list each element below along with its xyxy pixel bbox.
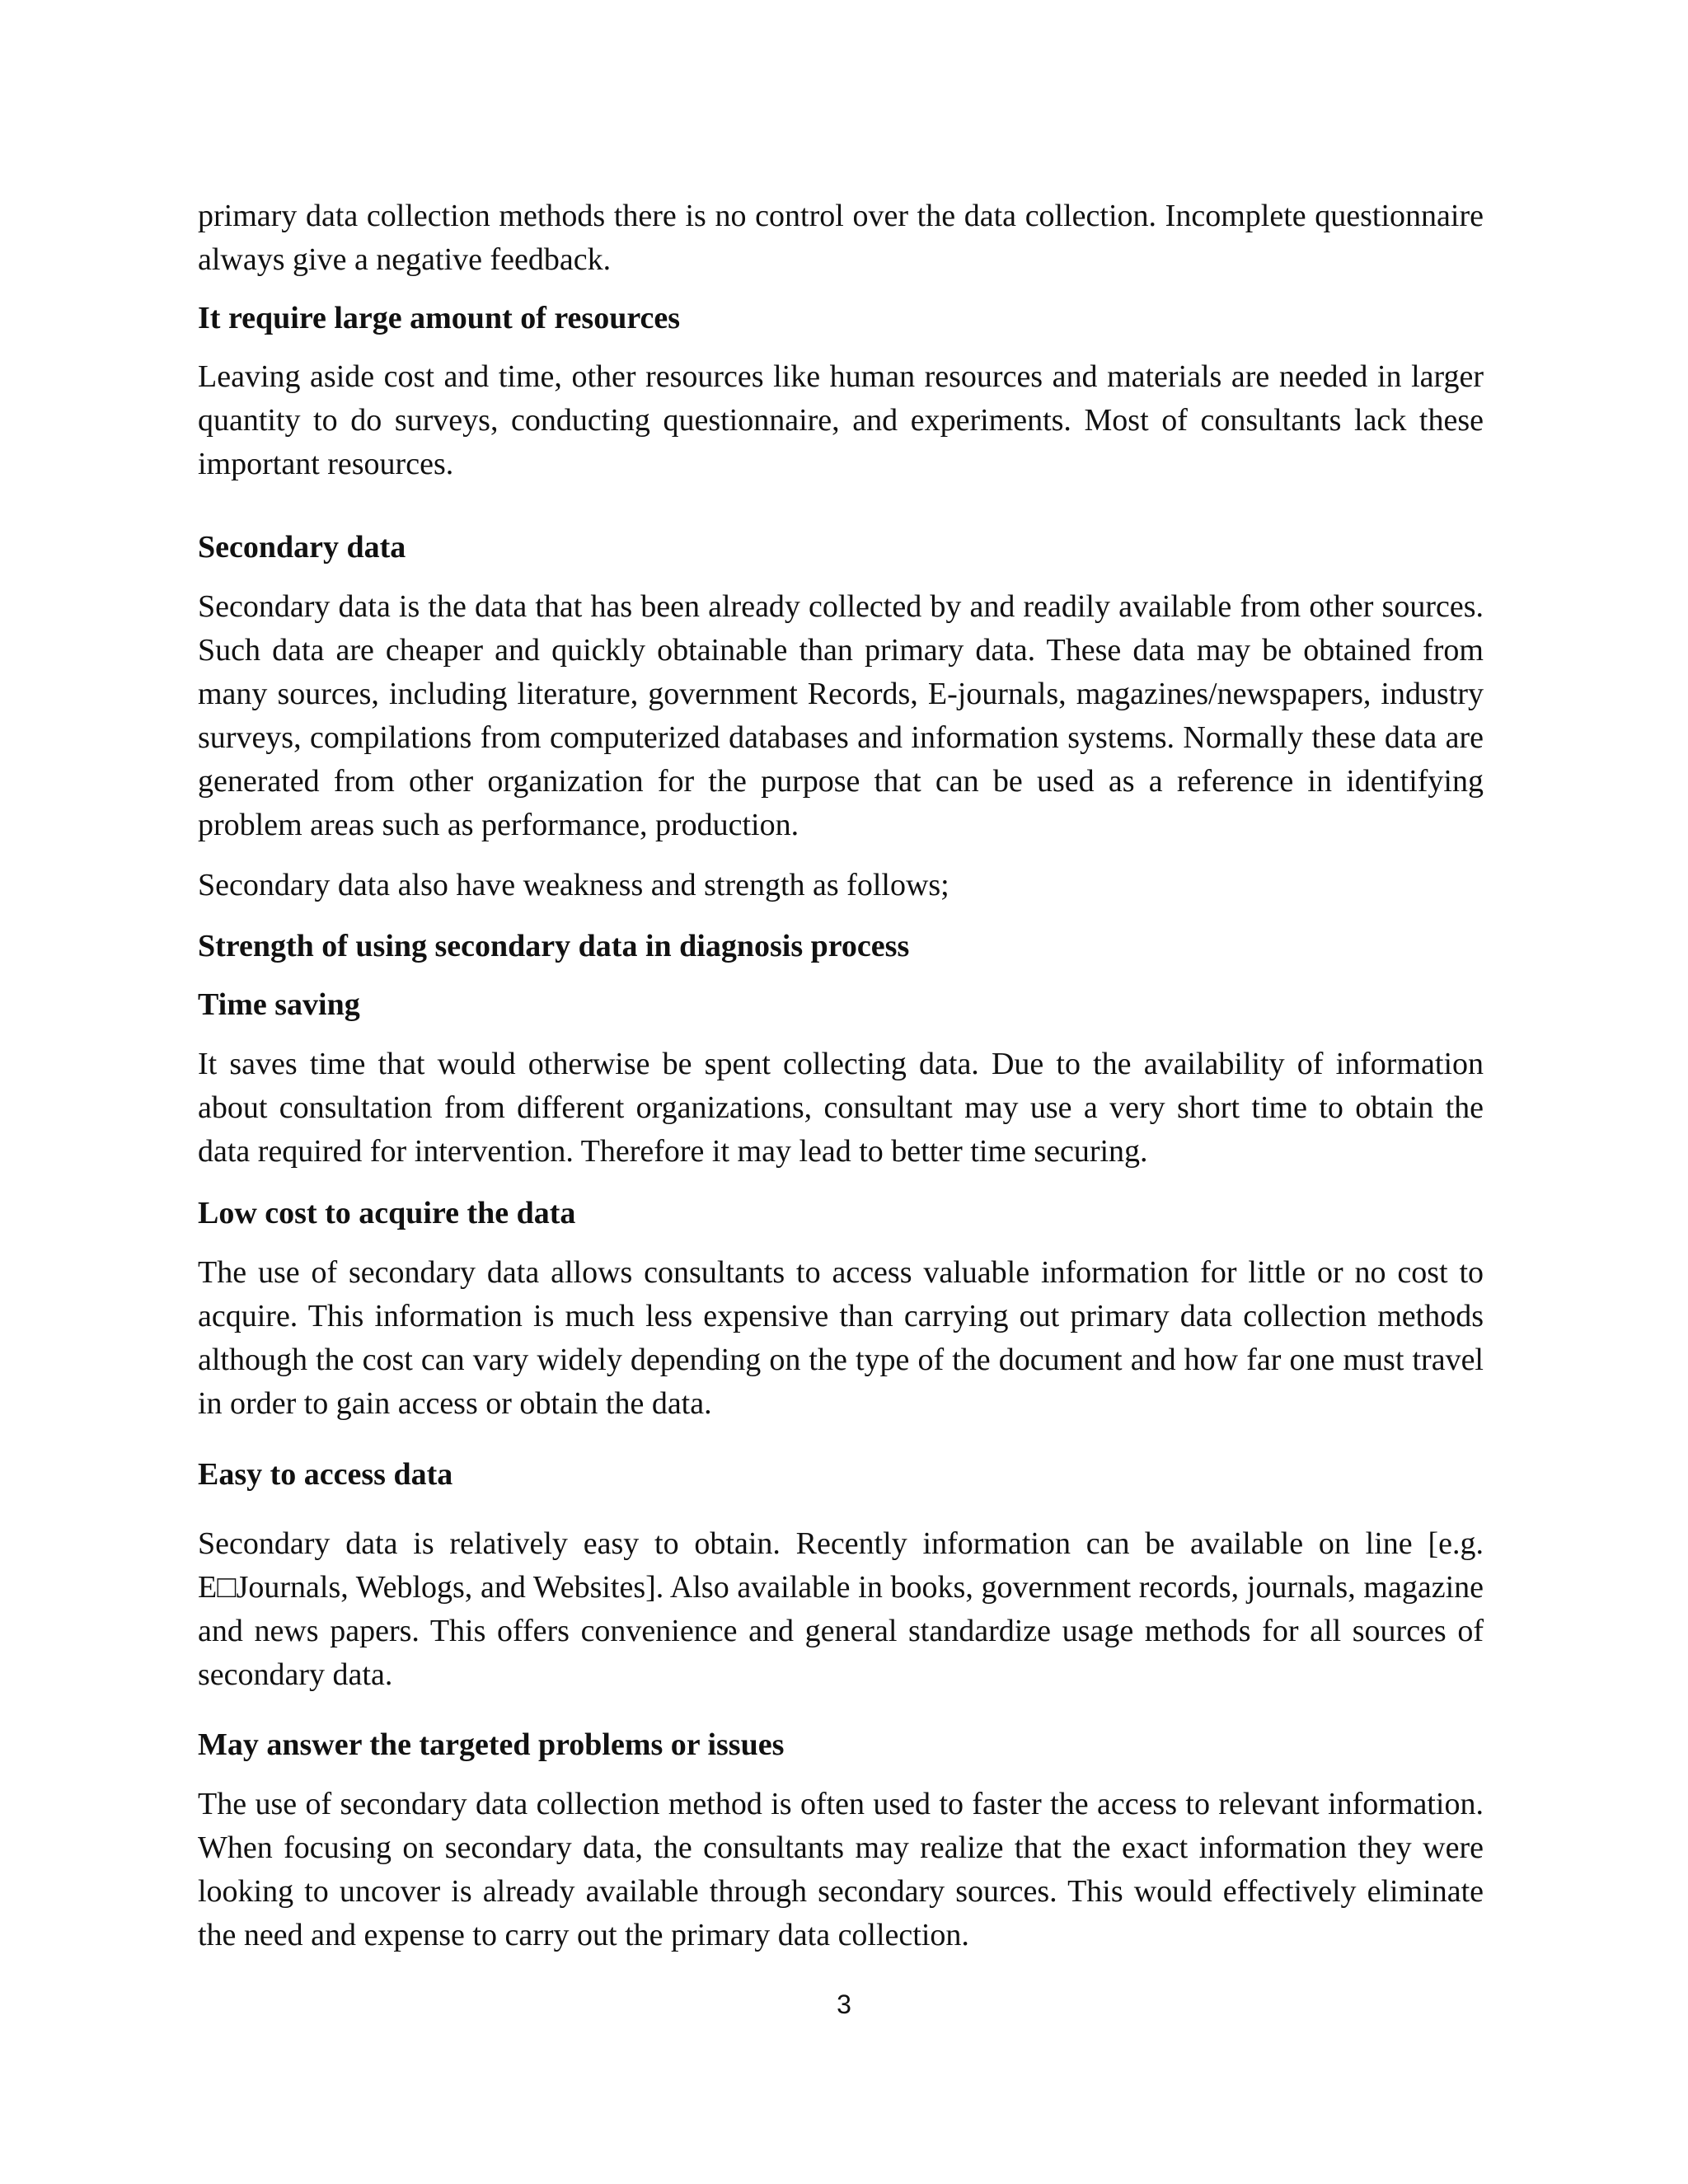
page-number: 3 [837, 1990, 851, 2019]
heading-targeted-problems: May answer the targeted problems or issues [198, 1727, 785, 1762]
heading-strength-secondary-data: Strength of using secondary data in diagnosis process [198, 929, 910, 963]
heading-low-cost: Low cost to acquire the data [198, 1196, 576, 1230]
paragraph-weakness-strength: Secondary data also have weakness and strength as follows; [198, 868, 950, 902]
paragraph-time-saving: It saves time that would otherwise be spent collecting data. Due to the availability of information about consultation from different organizations, consultant may use a very short time to obtain the data required for intervention. Therefore it may lead to better time securing. [198, 1047, 1484, 1169]
heading-easy-access: Easy to access data [198, 1457, 453, 1492]
heading-secondary-data: Secondary data [198, 530, 406, 565]
paragraph-targeted-problems: The use of secondary data collection method is often used to faster the access to relevant information. When focusing on secondary data, the consultants may realize that the exact information they were looking to uncover is already available through secondary sources. This would effectively eliminate the need and expense to carry out the primary data collection. [198, 1787, 1484, 1952]
heading-large-resources: It require large amount of resources [198, 301, 681, 335]
paragraph-easy-access: Secondary data is relatively easy to obtain. Recently information can be available on line [e.g. E□Journals, Weblogs, and Websites]. Also available in books, government records, journals, magazine and news papers. This offers convenience and general standardize usage methods for all sources of secondary data. [198, 1526, 1484, 1692]
paragraph-secondary-data-definition: Secondary data is the data that has been already collected by and readily available from other sources. Such data are cheaper and quickly obtainable than primary data. These data may be obtained from many sources, including literature, government Records, E-journals, magazines/newspapers, industry surveys, compilations from computerized databases and information systems. Normally these data are generated from other organization for the purpose that can be used as a reference in identifying problem areas such as performance, production. [198, 589, 1484, 842]
paragraph-resources: Leaving aside cost and time, other resources like human resources and materials are needed in larger quantity to do surveys, conducting questionnaire, and experiments. Most of consultants lack these important resources. [198, 359, 1484, 481]
paragraph-incomplete-questionnaire: primary data collection methods there is no control over the data collection. Incomplete questionnaire always give a negative feedback. [198, 199, 1484, 277]
heading-time-saving: Time saving [198, 987, 360, 1022]
paragraph-low-cost: The use of secondary data allows consultants to access valuable information for little or no cost to acquire. This information is much less expensive than carrying out primary data collection methods although the cost can vary widely depending on the type of the document and how far one must travel in order to gain access or obtain the data. [198, 1255, 1484, 1421]
